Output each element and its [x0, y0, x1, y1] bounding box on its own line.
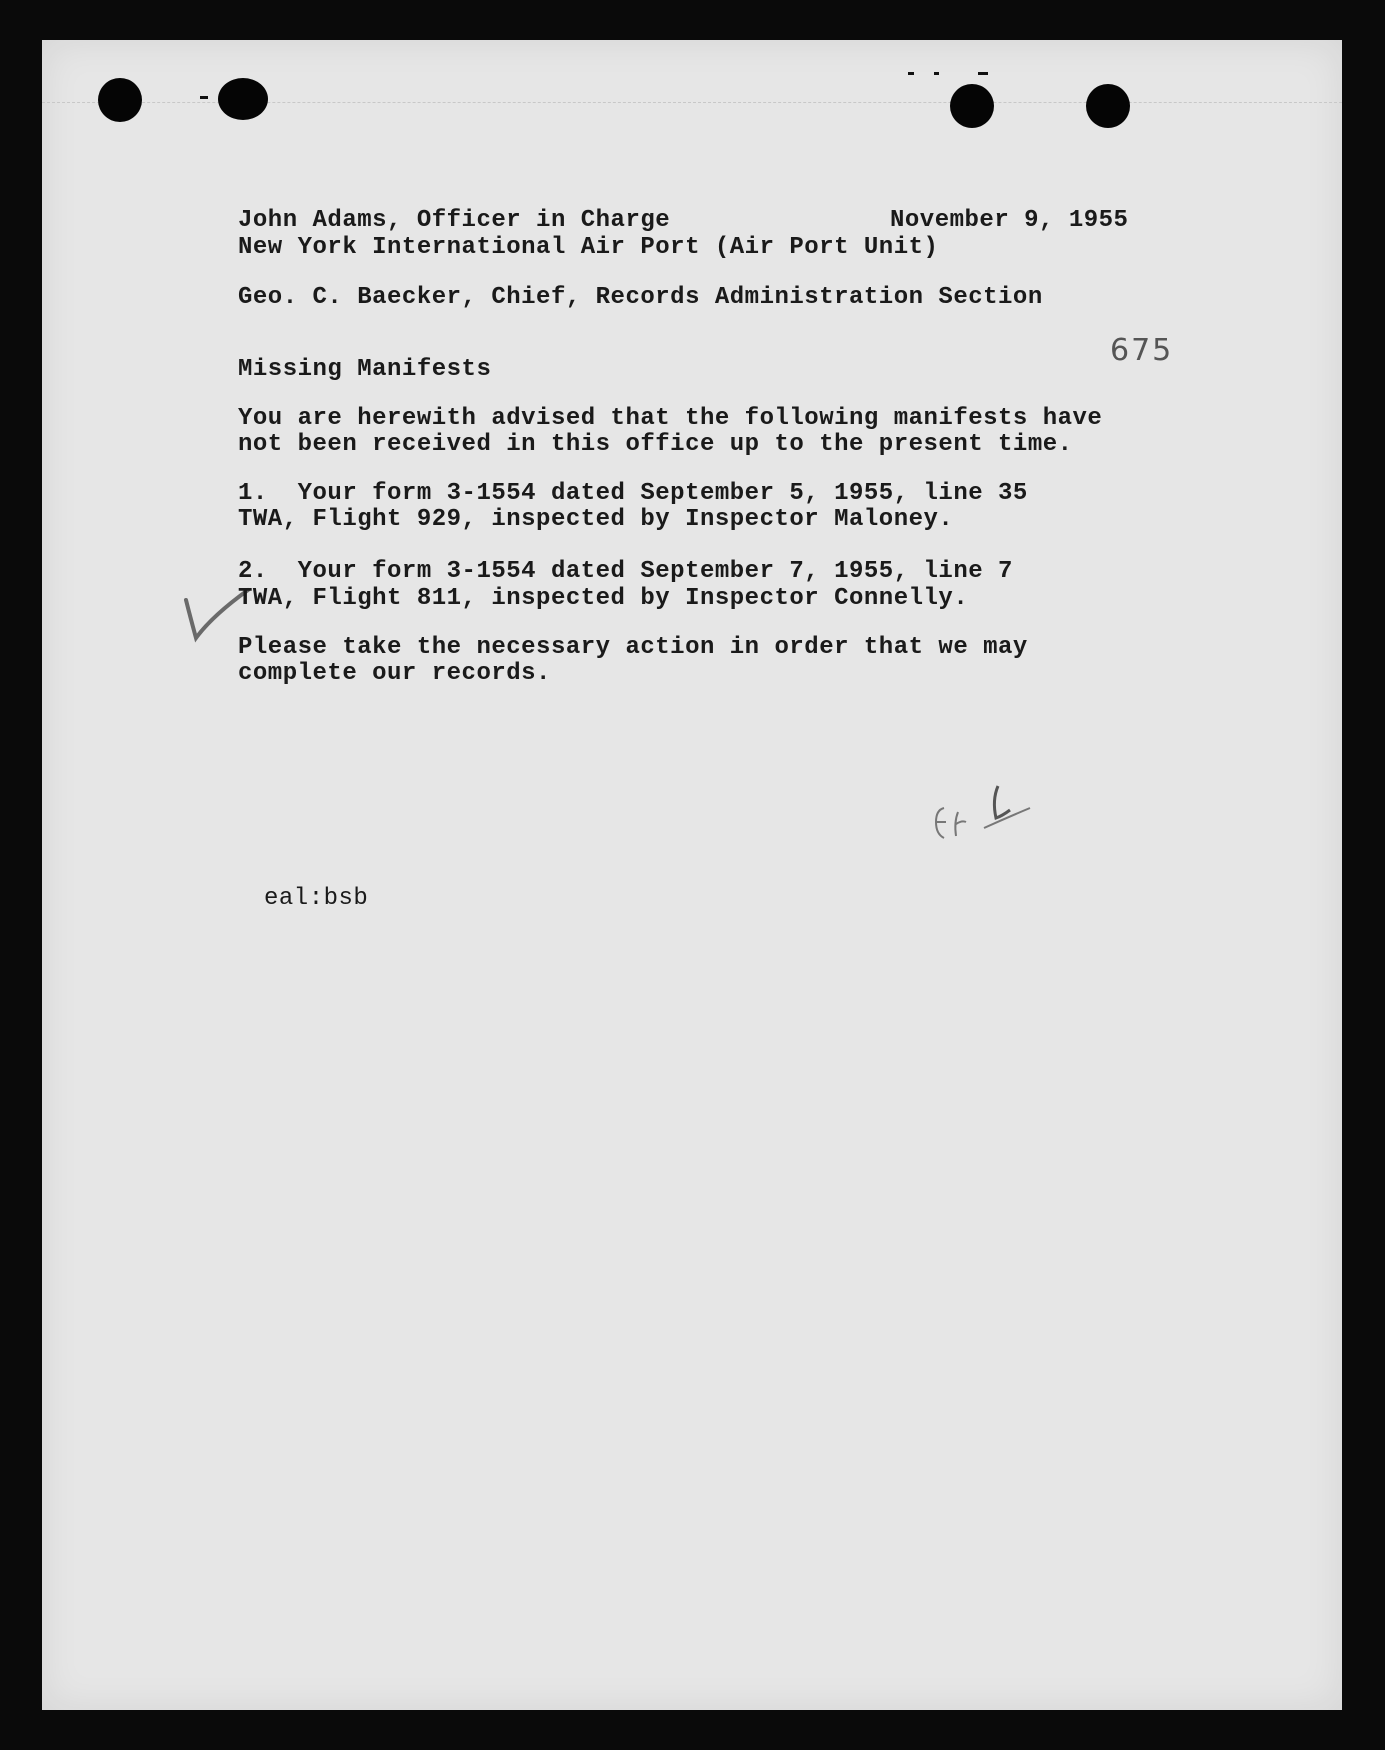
- ink-mark: [978, 72, 988, 75]
- ink-mark: [200, 96, 208, 99]
- document-page: [42, 40, 1342, 1710]
- item-2-line-1: 2. Your form 3-1554 dated September 7, 1955, line 7: [238, 558, 1013, 585]
- memo-date: November 9, 1955: [890, 207, 1129, 234]
- punch-hole-4: [1086, 84, 1130, 128]
- item-2-line-2: TWA, Flight 811, inspected by Inspector Connelly.: [238, 585, 969, 612]
- subject-line: Missing Manifests: [238, 356, 492, 383]
- intro-line-2: not been received in this office up to the present time.: [238, 431, 1073, 458]
- punch-hole-2: [218, 78, 268, 120]
- punch-hole-1: [98, 78, 142, 122]
- intro-line-1: You are herewith advised that the following manifests have: [238, 405, 1103, 432]
- ink-mark: [908, 72, 914, 75]
- addressee-line: John Adams, Officer in Charge: [238, 207, 671, 234]
- item-1-line-1: 1. Your form 3-1554 dated September 5, 1955, line 35: [238, 480, 1028, 507]
- sender-line: Geo. C. Baecker, Chief, Records Administration Section: [238, 284, 1043, 311]
- closing-line-1: Please take the necessary action in order that we may: [238, 634, 1028, 661]
- handwritten-initials-signature: [922, 778, 1042, 848]
- item-1-line-2: TWA, Flight 929, inspected by Inspector Maloney.: [238, 506, 954, 533]
- addressee-location: New York International Air Port (Air Port Unit): [238, 234, 939, 261]
- ink-mark: [934, 72, 939, 75]
- punch-hole-3: [950, 84, 994, 128]
- typist-initials: eal:bsb: [264, 885, 369, 912]
- page-number: 675: [1110, 333, 1174, 368]
- closing-line-2: complete our records.: [238, 660, 551, 687]
